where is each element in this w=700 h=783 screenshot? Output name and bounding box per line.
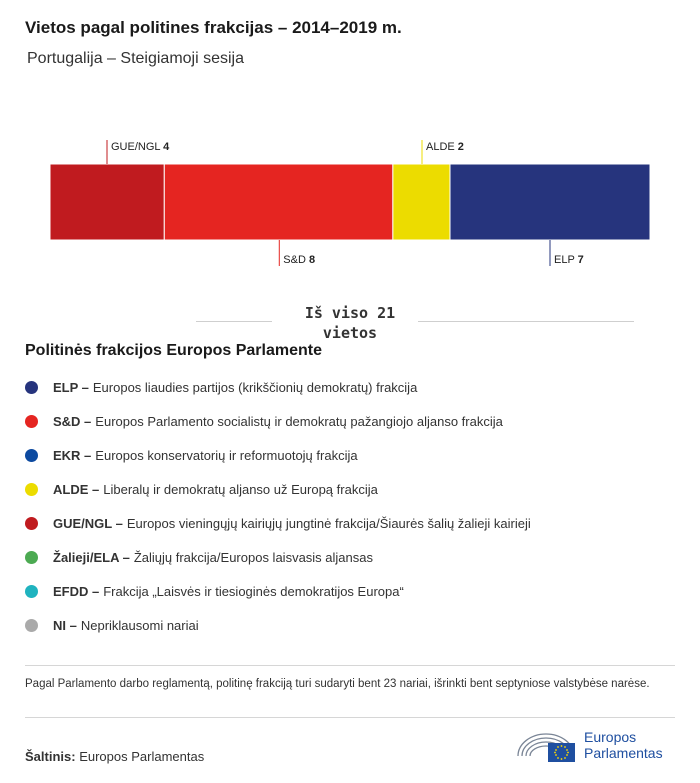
- legend-desc: Žaliųjų frakcija/Europos laisvasis aljansas: [133, 549, 373, 565]
- chart-title: Vietos pagal politines frakcijas – 2014–2019 m.: [25, 18, 402, 37]
- footer-divider-top: [25, 665, 675, 666]
- legend-abbr: Žalieji/ELA –: [53, 549, 130, 565]
- zalieji-ela-color-dot: [25, 551, 38, 564]
- total-divider-right: [418, 321, 634, 322]
- legend-item-sd: [25, 404, 531, 438]
- footnote: Pagal Parlamento darbo reglamentą, politinę frakciją turi sudaryti bent 23 nariai, išrinkti bent septyniose valstybėse narėse.: [25, 678, 650, 690]
- efdd-color-dot: [25, 585, 38, 598]
- source-line: [25, 749, 204, 764]
- gue-ngl-color-dot: [25, 517, 38, 530]
- data-label-gue-ngl: GUE/NGL 4: [111, 141, 170, 153]
- legend-desc: Liberalų ir demokratų aljanso už Europą frakcija: [103, 481, 378, 497]
- legend-desc: Europos konservatorių ir reformuotojų frakcija: [95, 447, 358, 463]
- source-label: Šaltinis:: [25, 749, 76, 764]
- elp-color-dot: [25, 381, 38, 394]
- parliament-hemicycle-icon: [514, 726, 578, 764]
- legend-item-efdd: [25, 574, 531, 608]
- chart-subtitle: Portugalija – Steigiamoji sesija: [27, 50, 244, 67]
- bar-segment-gue-ngl: [50, 164, 164, 240]
- legend-abbr: ELP –: [53, 379, 89, 395]
- legend-abbr: S&D –: [53, 413, 92, 429]
- data-label-s-d: S&D 8: [283, 254, 316, 266]
- footer-divider-bottom: [25, 717, 675, 718]
- legend-abbr: NI –: [53, 617, 77, 633]
- logo-text-line1: Europos: [584, 729, 637, 745]
- legend-desc: Nepriklausomi nariai: [80, 617, 199, 633]
- legend-abbr: EFDD –: [53, 583, 100, 599]
- legend-desc: Frakcija „Laisvės ir tiesioginės demokratijos Europa“: [103, 583, 404, 599]
- ni-color-dot: [25, 619, 38, 632]
- legend-abbr: ALDE –: [53, 481, 100, 497]
- bar-segment-s-d: [164, 164, 393, 240]
- legend: [25, 370, 531, 642]
- legend-item-ni: [25, 608, 531, 642]
- ekr-color-dot: [25, 449, 38, 462]
- bar-segment-elp: [450, 164, 650, 240]
- legend-desc: Europos Parlamento socialistų ir demokratų pažangiojo aljanso frakcija: [95, 413, 503, 429]
- legend-item-zalieji-ela: [25, 540, 531, 574]
- total-divider-left: [196, 321, 272, 322]
- legend-item-ekr: [25, 438, 531, 472]
- alde-color-dot: [25, 483, 38, 496]
- total-seats-label: [270, 303, 430, 343]
- legend-abbr: GUE/NGL –: [53, 515, 123, 531]
- logo-text-line2: Parlamentas: [584, 745, 663, 761]
- sd-color-dot: [25, 415, 38, 428]
- data-label-elp: ELP 7: [554, 254, 584, 266]
- source-value: Europos Parlamentas: [79, 749, 205, 764]
- legend-item-gue-ngl: [25, 506, 531, 540]
- data-label-alde: ALDE 2: [426, 141, 464, 153]
- seat-bar-chart: [0, 120, 700, 280]
- bar-segment-alde: [393, 164, 450, 240]
- legend-item-elp: [25, 370, 531, 404]
- legend-item-alde: [25, 472, 531, 506]
- total-seats-line1: Iš viso 21: [304, 304, 396, 322]
- legend-desc: Europos vieningųjų kairiųjų jungtinė frakcija/Šiaurės šalių žalieji kairieji: [126, 515, 531, 531]
- ep-logo: [514, 726, 663, 764]
- legend-desc: Europos liaudies partijos (krikščionių demokratų) frakcija: [92, 379, 418, 395]
- total-seats-line2: vietos: [322, 324, 378, 342]
- legend-abbr: EKR –: [53, 447, 92, 463]
- legend-title: Politinės frakcijos Europos Parlamente: [25, 342, 322, 359]
